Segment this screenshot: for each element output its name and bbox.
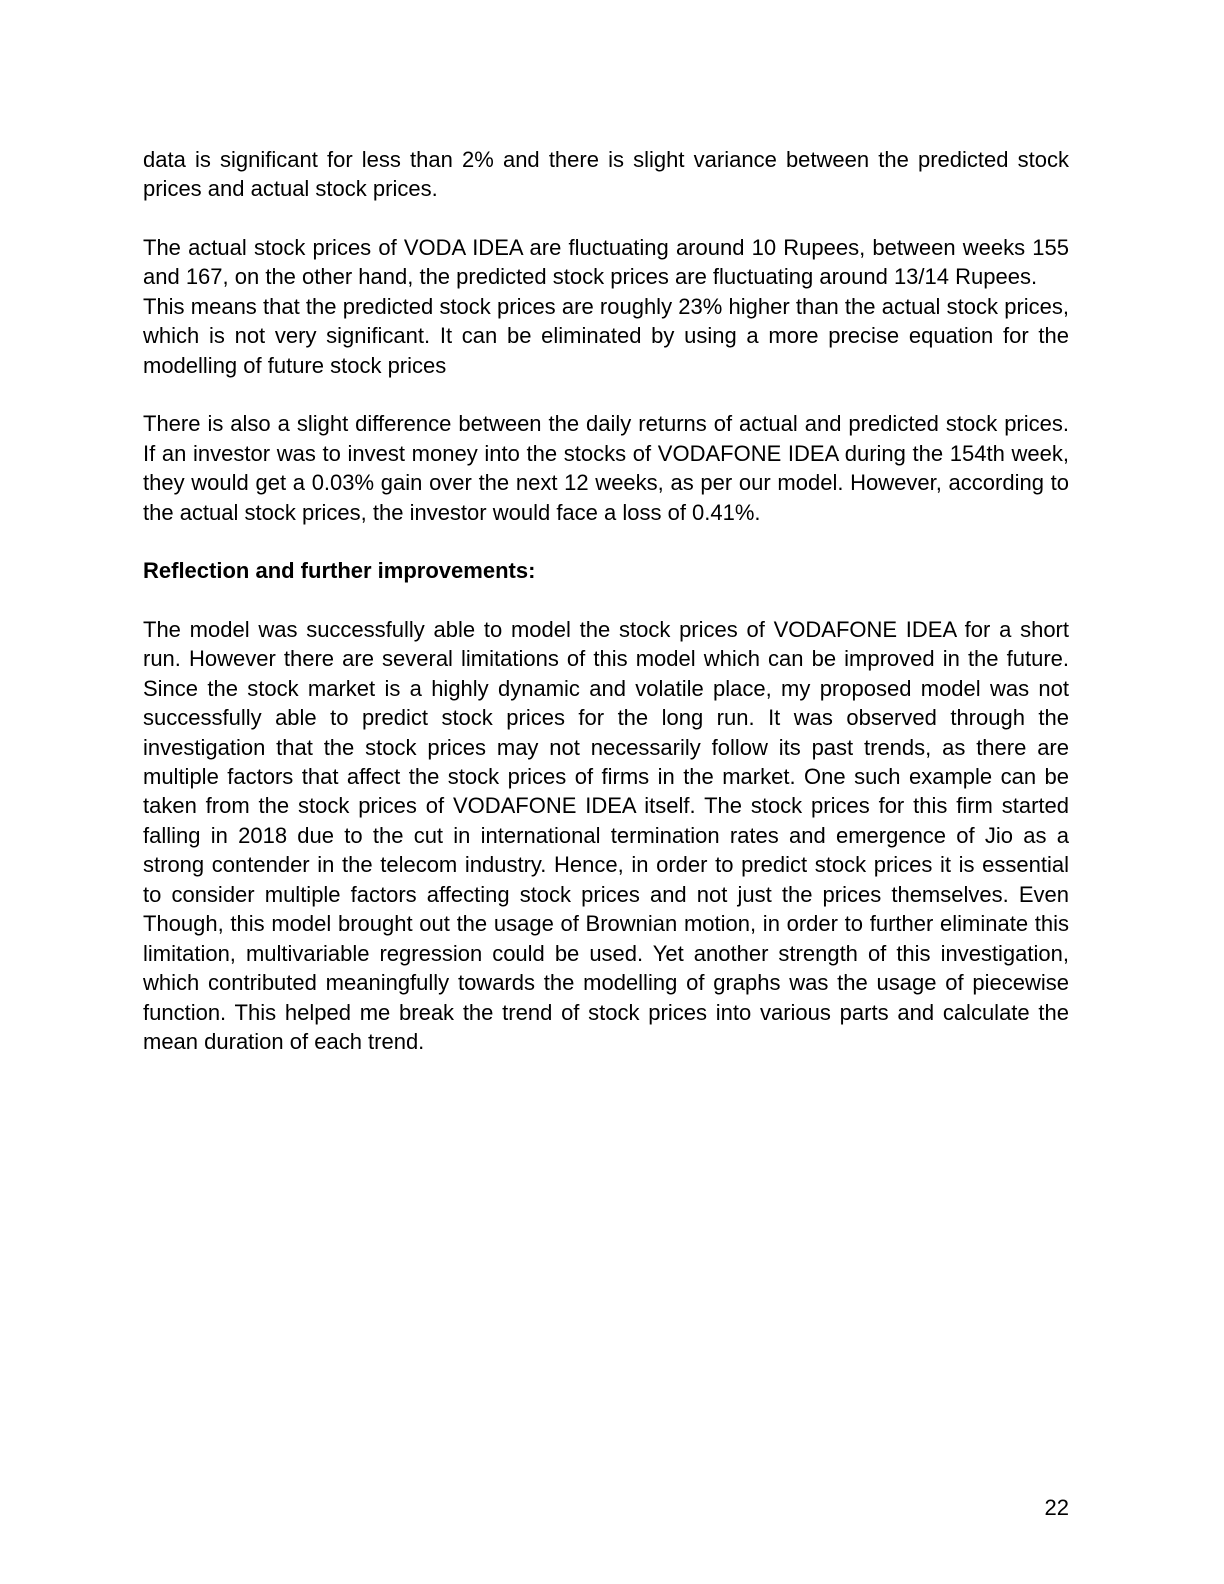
paragraph-reflection: The model was successfully able to model the stock prices of VODAFONE IDEA for a short run. However there are several limitations of this model which can be improved in the future. Since the stock market is a highly dynamic and volatile place, my proposed model was not successfully able to predict stock prices for the long run. It was observed through the investigation that the stock prices may not necessarily follow its past trends, as there are multiple factors that affect the stock prices of firms in the market. One such example can be taken from the stock prices of VODAFONE IDEA itself. The stock prices for this firm started falling in 2018 due to the cut in international termination rates and emergence of Jio as a strong contender in the telecom industry. Hence, in order to predict stock prices it is essential to consider multiple factors affecting stock prices and not just the prices themselves. Even Though, this model brought out the usage of Brownian motion, in order to further eliminate this limitation, multivariable regression could be used. Yet another strength of this investigation, which contributed meaningfully towards the modelling of graphs was the usage of piecewise function. This helped me break the trend of stock prices into various parts and calculate the mean duration of each trend. <box>143 616 1069 1055</box>
paragraph-daily-returns: There is also a slight difference between the daily returns of actual and predicted stock prices. If an investor was to invest money into the stocks of VODAFONE IDEA during the 154th week, they would get a 0.03% gain over the next 12 weeks, as per our model. However, according to the actual stock prices, the investor would face a loss of 0.41%. <box>143 411 1069 525</box>
paragraph-variance: data is significant for less than 2% and there is slight variance between the predicted stock prices and actual stock prices. <box>143 147 1069 202</box>
section-heading-reflection: Reflection and further improvements: <box>143 558 536 584</box>
page-number: 22 <box>1044 1494 1069 1520</box>
paragraph-predicted-higher: This means that the predicted stock prices are roughly 23% higher than the actual stock prices, which is not very significant. It can be eliminated by using a more precise equation for the modelling of future stock prices <box>143 293 1069 378</box>
paragraph-actual-prices: The actual stock prices of VODA IDEA are fluctuating around 10 Rupees, between weeks 155 and 167, on the other hand, the predicted stock prices are fluctuating around 13/14 Rupees. <box>143 234 1069 290</box>
document-body <box>143 145 1069 1057</box>
